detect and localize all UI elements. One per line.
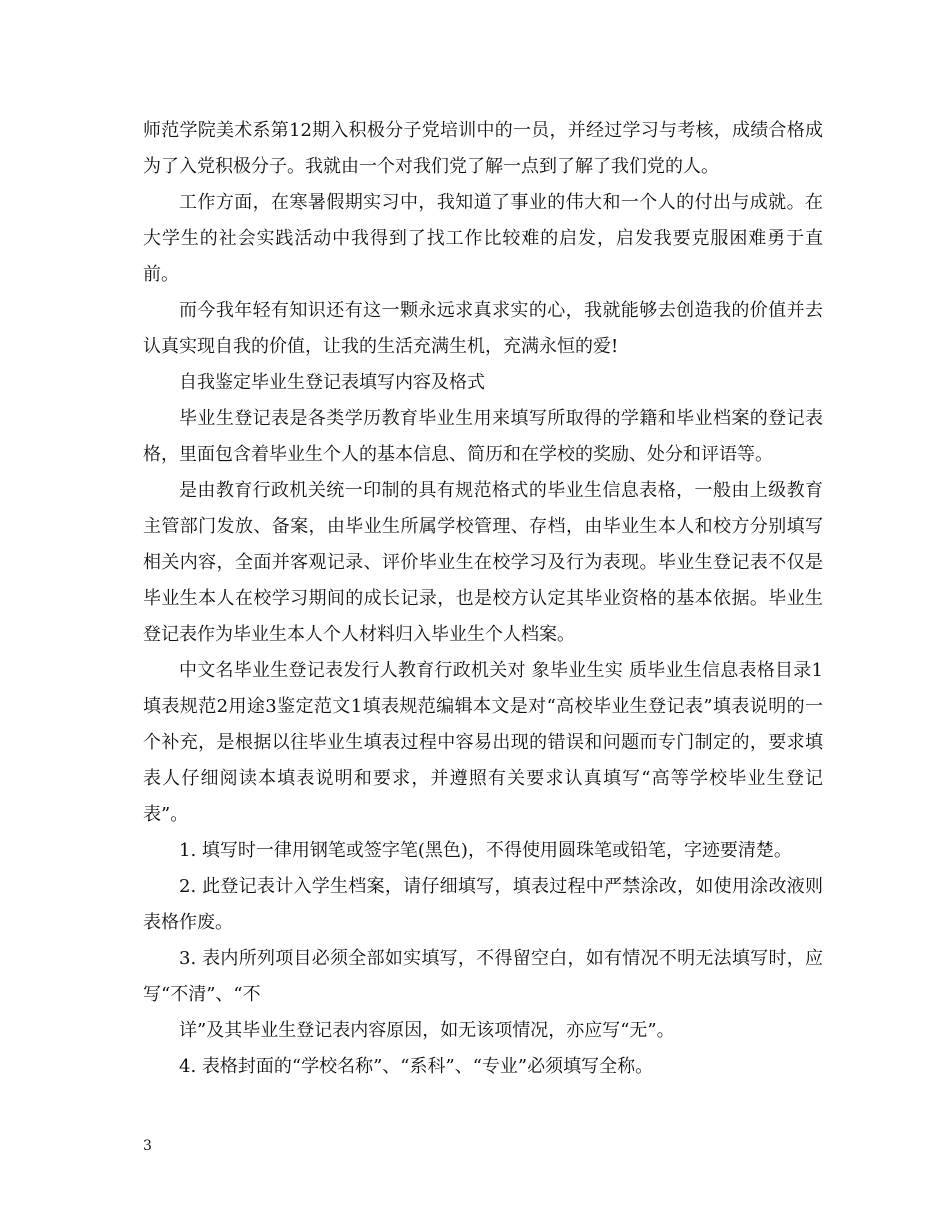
section-heading: 自我鉴定毕业生登记表填写内容及格式 (179, 372, 485, 393)
list-item-3-continued: 详”及其毕业生登记表内容原因，如无该项情况，亦应写“无”。 (179, 1020, 675, 1041)
list-item-1: 1. 填写时一律用钢笔或签字笔(黑色)，不得使用圆珠笔或铅笔，字迹要清楚。 (179, 840, 792, 861)
list-item-2: 2. 此登记表计入学生档案，请仔细填写，填表过程中严禁涂改，如使用涂改液则表格作废。 (143, 876, 823, 933)
document-body (143, 113, 823, 1085)
paragraph-2: 工作方面，在寒暑假期实习中，我知道了事业的伟大和一个人的付出与成就。在大学生的社会实践活动中我得到了找工作比较难的启发，启发我要克服困难勇于直前。 (143, 192, 823, 285)
paragraph-1: 师范学院美术系第12期入积极分子党培训中的一员，并经过学习与考核，成绩合格成为了入党积极分子。我就由一个对我们党了解一点到了解了我们党的人。 (143, 120, 823, 177)
list-item-3: 3. 表内所列项目必须全部如实填写，不得留空白，如有情况不明无法填写时，应写“不清”、“不 (143, 948, 823, 1005)
paragraph-6: 是由教育行政机关统一印制的具有规范格式的毕业生信息表格，一般由上级教育主管部门发放、备案，由毕业生所属学校管理、存档，由毕业生本人和校方分别填写相关内容，全面并客观记录、评价毕业生在校学习及行为表现。毕业生登记表不仅是毕业生本人在校学习期间的成长记录，也是校方认定其毕业资格的基本依据。毕业生登记表作为毕业生本人个人材料归入毕业生个人档案。 (143, 480, 823, 645)
list-item-4: 4. 表格封面的“学校名称”、“系科”、“专业”必须填写全称。 (179, 1056, 654, 1077)
page-number: 3 (143, 1138, 152, 1154)
paragraph-7: 中文名毕业生登记表发行人教育行政机关对 象毕业生实 质毕业生信息表格目录1填表规范2用途3鉴定范文1填表规范编辑本文是对“高校毕业生登记表”填表说明的一个补充，是根据以往毕业生填表过程中容易出现的错误和问题而专门制定的，要求填表人仔细阅读本填表说明和要求，并遵照有关要求认真填写“高等学校毕业生登记表”。 (143, 660, 823, 825)
paragraph-3: 而今我年轻有知识还有这一颗永远求真求实的心，我就能够去创造我的价值并去认真实现自我的价值，让我的生活充满生机，充满永恒的爱! (143, 300, 823, 357)
paragraph-5: 毕业生登记表是各类学历教育毕业生用来填写所取得的学籍和毕业档案的登记表格，里面包含着毕业生个人的基本信息、简历和在学校的奖励、处分和评语等。 (143, 408, 823, 465)
